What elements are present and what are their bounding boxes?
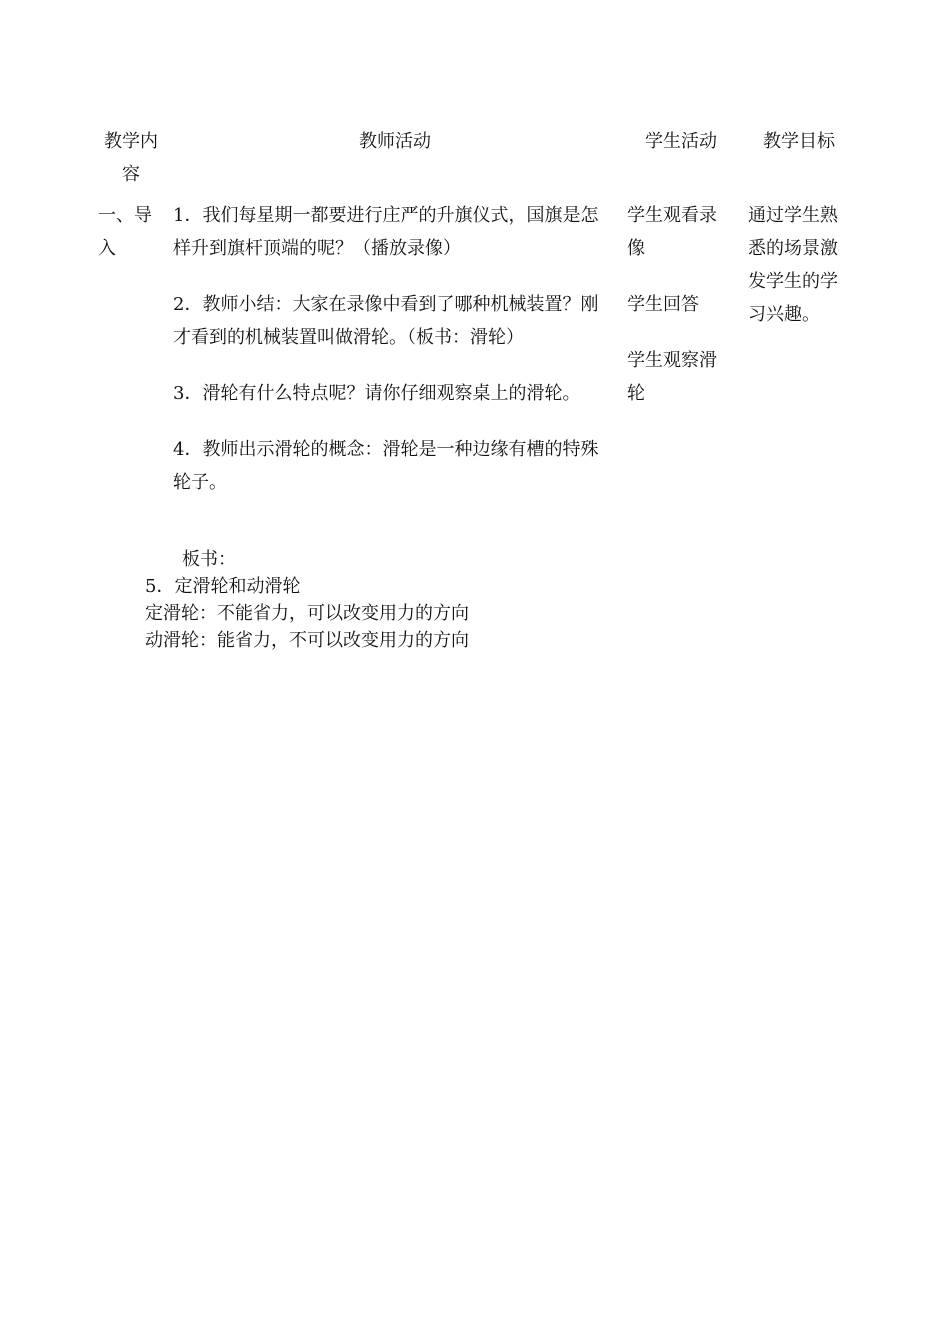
teacher-item-2: 2．教师小结：大家在录像中看到了哪种机械装置？刚才看到的机械装置叫做滑轮。（板书：滑轮）: [173, 294, 599, 348]
student-item-3: 学生观察滑轮: [627, 350, 717, 404]
teacher-item-1: 1．我们每星期一都要进行庄严的升旗仪式，国旗是怎样升到旗杆顶端的呢？（播放录像）: [173, 205, 599, 259]
header-student-activity: 学生活动: [645, 131, 717, 152]
teacher-item-4: 4．教师出示滑轮的概念：滑轮是一种边缘有槽的特殊轮子。: [173, 439, 599, 493]
section-title: 一、导入: [98, 205, 152, 259]
board-line-2: 定滑轮：不能省力，可以改变用力的方向: [145, 603, 469, 624]
header-teaching-goal: 教学目标: [763, 131, 835, 152]
board-label: 板书：: [182, 549, 236, 570]
board-line-3: 动滑轮：能省力，不可以改变用力的方向: [145, 630, 469, 651]
student-item-1: 学生观看录像: [627, 205, 717, 259]
header-content: 教学内容: [104, 131, 158, 185]
header-teacher-activity: 教师活动: [359, 131, 431, 152]
student-item-2: 学生回答: [627, 294, 699, 315]
board-line-1: 5．定滑轮和动滑轮: [145, 576, 301, 597]
teaching-goal-text: 通过学生熟悉的场景激发学生的学习兴趣。: [748, 205, 838, 325]
teacher-item-3: 3．滑轮有什么特点呢？请你仔细观察桌上的滑轮。: [173, 383, 581, 404]
teacher-activity-list: [173, 199, 611, 499]
student-activity-list: [627, 199, 727, 410]
